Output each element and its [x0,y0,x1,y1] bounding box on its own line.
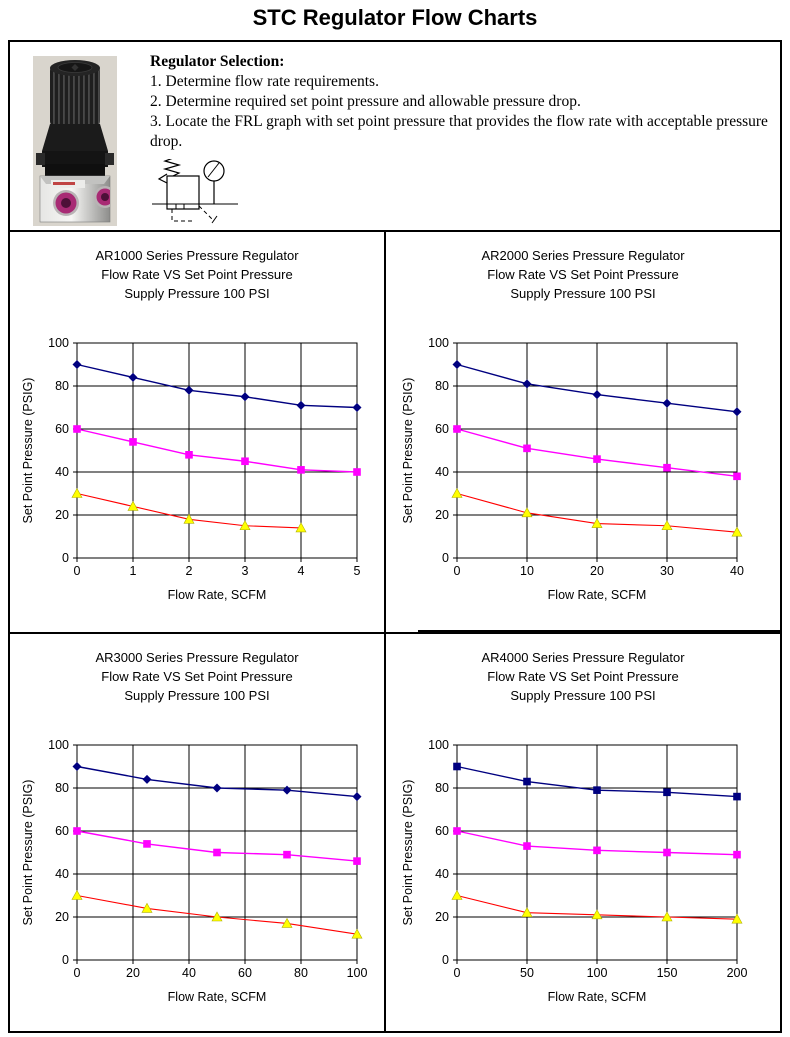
selection-step-3: 3. Locate the FRL graph with set point pressure that provides the flow rate with acceptable pressure drop. [150,113,768,150]
selection-step-2: 2. Determine required set point pressure and allowable pressure drop. [150,93,581,110]
chart-title-line: Flow Rate VS Set Point Pressure [101,267,293,282]
svg-text:20: 20 [55,508,69,522]
chart-title-ar1000 [10,232,384,303]
svg-text:2: 2 [185,564,193,578]
series-set-point-90 [73,762,362,801]
svg-text:80: 80 [435,379,449,393]
svg-text:0: 0 [62,953,69,967]
svg-text:4: 4 [297,564,305,578]
chart-title-line: Flow Rate VS Set Point Pressure [101,669,293,684]
svg-text:0: 0 [442,953,449,967]
svg-text:150: 150 [656,966,678,980]
chart-plot-ar4000 [386,705,780,1007]
chart-title-line: Supply Pressure 100 PSI [510,688,656,703]
plot-border [77,343,357,558]
svg-text:50: 50 [520,966,534,980]
chart-cell-ar2000 [386,232,780,632]
series-set-point-60 [73,425,361,476]
svg-text:60: 60 [238,966,252,980]
svg-text:60: 60 [435,824,449,838]
svg-text:0: 0 [62,551,69,565]
x-axis-title: Flow Rate, SCFM [167,990,267,1004]
svg-text:80: 80 [55,379,69,393]
chart-cell-ar3000 [10,634,384,1031]
svg-text:100: 100 [428,738,449,752]
y-axis-title: Set Point Pressure (PSIG) [21,779,35,926]
grid-lines [453,745,737,964]
chart-cell-ar4000 [386,634,780,1031]
svg-text:80: 80 [55,781,69,795]
svg-text:60: 60 [55,422,69,436]
series-set-point-60 [73,827,361,865]
grid-horizontal-divider-thick-segment [418,630,780,634]
svg-text:3: 3 [241,564,249,578]
svg-text:60: 60 [435,422,449,436]
series-set-point-30 [72,891,362,939]
svg-text:80: 80 [435,781,449,795]
chart-plot-ar3000 [10,705,384,1007]
content-box [8,40,782,1033]
svg-text:20: 20 [590,564,604,578]
svg-text:20: 20 [435,910,449,924]
svg-text:100: 100 [586,966,608,980]
chart-title-line: AR1000 Series Pressure Regulator [95,248,299,263]
svg-text:40: 40 [55,867,69,881]
svg-text:80: 80 [294,966,308,980]
svg-text:0: 0 [442,551,449,565]
svg-text:30: 30 [660,564,674,578]
chart-title-line: AR4000 Series Pressure Regulator [481,650,685,665]
svg-text:100: 100 [48,738,69,752]
svg-text:40: 40 [730,564,744,578]
grid-lines [73,343,357,562]
chart-title-line: Supply Pressure 100 PSI [124,688,270,703]
svg-text:20: 20 [435,508,449,522]
svg-text:20: 20 [126,966,140,980]
svg-text:0: 0 [73,564,81,578]
svg-text:100: 100 [428,336,449,350]
chart-title-line: Flow Rate VS Set Point Pressure [487,669,679,684]
selection-title: Regulator Selection: [150,53,285,70]
chart-title-ar4000 [386,634,780,705]
chart-title-line: AR3000 Series Pressure Regulator [95,650,299,665]
regulator-product-photo [33,56,117,226]
svg-text:60: 60 [55,824,69,838]
axis-labels [401,738,747,1004]
y-axis-title: Set Point Pressure (PSIG) [401,377,415,524]
svg-text:40: 40 [55,465,69,479]
svg-text:20: 20 [55,910,69,924]
chart-plot-ar2000 [386,303,780,605]
x-axis-title: Flow Rate, SCFM [547,588,647,602]
svg-text:0: 0 [453,966,461,980]
chart-cell-ar1000 [10,232,384,632]
x-axis-title: Flow Rate, SCFM [167,588,267,602]
x-axis-title: Flow Rate, SCFM [547,990,647,1004]
axis-labels [21,738,367,1004]
y-axis-title: Set Point Pressure (PSIG) [21,377,35,524]
svg-text:100: 100 [48,336,69,350]
header-section [10,42,780,232]
chart-title-ar3000 [10,634,384,705]
chart-title-line: Supply Pressure 100 PSI [124,286,270,301]
regulator-schematic-icon [152,159,238,235]
svg-text:1: 1 [129,564,137,578]
chart-title-line: Flow Rate VS Set Point Pressure [487,267,679,282]
regulator-selection-instructions [150,52,770,235]
y-axis-title: Set Point Pressure (PSIG) [401,779,415,926]
svg-text:40: 40 [182,966,196,980]
page-title: STC Regulator Flow Charts [252,5,538,30]
svg-text:200: 200 [726,966,748,980]
chart-title-line: Supply Pressure 100 PSI [510,286,656,301]
charts-grid [10,232,780,1031]
svg-text:40: 40 [435,465,449,479]
svg-text:5: 5 [353,564,361,578]
svg-text:0: 0 [453,564,461,578]
selection-step-1: 1. Determine flow rate requirements. [150,73,379,90]
chart-plot-ar1000 [10,303,384,605]
svg-text:10: 10 [520,564,534,578]
chart-title-ar2000 [386,232,780,303]
svg-text:0: 0 [73,966,81,980]
chart-title-line: AR2000 Series Pressure Regulator [481,248,685,263]
svg-text:100: 100 [346,966,368,980]
svg-text:40: 40 [435,867,449,881]
axis-labels [401,336,744,602]
axis-labels [21,336,361,602]
